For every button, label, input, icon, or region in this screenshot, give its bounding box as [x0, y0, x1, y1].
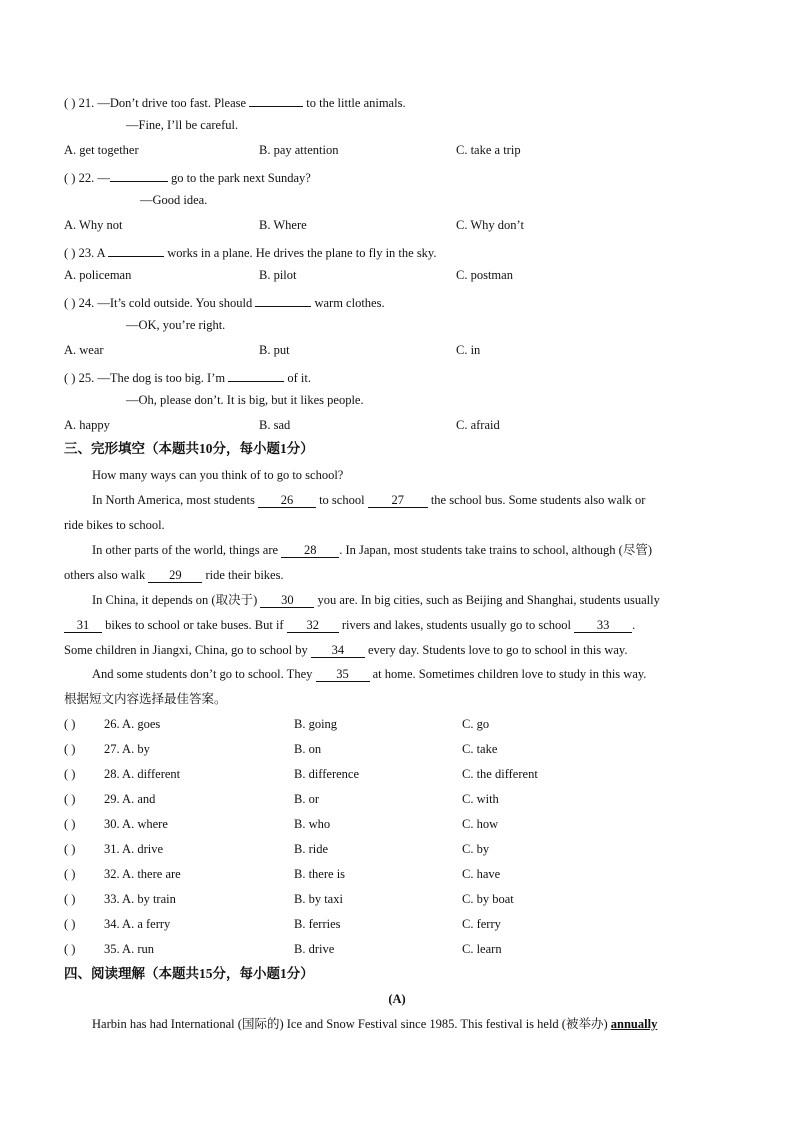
question-stem-end: to the little animals. [306, 96, 406, 110]
option-c: C. the different [462, 767, 538, 781]
answer-paren[interactable]: ( ) [64, 96, 76, 110]
option-b: B. pilot [259, 268, 297, 282]
question-number: 24. [78, 296, 95, 310]
cloze-blank[interactable]: 32 [287, 618, 339, 633]
cloze-blank[interactable]: 28 [281, 543, 339, 558]
passage-text: And some students don’t go to school. They [92, 667, 313, 681]
passage-text: Some children in Jiangxi, China, go to school by [64, 643, 308, 657]
question-stem-end: of it. [287, 371, 311, 385]
instruction: 根据短文内容选择最佳答案。 [64, 692, 227, 706]
answer-paren[interactable]: ( ) [64, 792, 76, 806]
option-b: B. ride [294, 842, 329, 856]
passage-label: (A) [388, 992, 406, 1006]
option-c: C. take [462, 742, 498, 756]
passage-text: In other parts of the world, things are [92, 543, 279, 557]
option-c: C. in [456, 343, 481, 357]
option-b: B. difference [294, 767, 360, 781]
option-a: 31. A. drive [104, 842, 164, 856]
passage-text: . In Japan, most students take trains to school, although (尽管) [339, 543, 652, 557]
option-c: C. by boat [462, 892, 514, 906]
question-24 [64, 292, 385, 311]
option-c: C. take a trip [456, 143, 521, 157]
passage-text: bikes to school or take buses. But if [105, 618, 284, 632]
option-a: A. get together [64, 143, 139, 157]
cloze-blank[interactable]: 31 [64, 618, 102, 633]
option-b: B. by taxi [294, 892, 343, 906]
answer-blank[interactable] [228, 367, 284, 382]
answer-paren[interactable]: ( ) [64, 767, 76, 781]
answer-paren[interactable]: ( ) [64, 842, 76, 856]
cloze-blank[interactable]: 33 [574, 618, 632, 633]
answer-blank[interactable] [110, 167, 168, 182]
passage-text: Harbin has had International (国际的) Ice and Snow Festival since 1985. This festival is held (被举办) [92, 1017, 608, 1031]
answer-paren[interactable]: ( ) [64, 892, 76, 906]
passage-text: you are. In big cities, such as Beijing and Shanghai, students usually [317, 593, 660, 607]
option-c: C. learn [462, 942, 502, 956]
option-a: 29. A. and [104, 792, 156, 806]
cloze-blank[interactable]: 35 [316, 667, 370, 682]
answer-paren[interactable]: ( ) [64, 246, 76, 260]
answer-paren[interactable]: ( ) [64, 371, 76, 385]
question-22 [64, 167, 311, 186]
option-a: A. wear [64, 343, 104, 357]
question-stem-end: go to the park next Sunday? [170, 171, 311, 185]
answer-paren[interactable]: ( ) [64, 942, 76, 956]
answer-blank[interactable] [249, 92, 303, 107]
passage-paragraph [64, 567, 284, 583]
question-stem: — [97, 171, 110, 185]
option-a: 34. A. a ferry [104, 917, 171, 931]
question-25 [64, 367, 311, 386]
passage-text: to school [319, 493, 365, 507]
answer-blank[interactable] [255, 292, 311, 307]
option-c: C. afraid [456, 418, 500, 432]
option-b: B. on [294, 742, 322, 756]
question-stem: —It’s cold outside. You should [97, 296, 253, 310]
option-a: 26. A. goes [104, 717, 161, 731]
question-reply: —Oh, please don’t. It is big, but it likes people. [126, 393, 364, 407]
question-stem: —The dog is too big. I’m [97, 371, 226, 385]
passage-text: at home. Sometimes children love to study in this way. [372, 667, 647, 681]
question-stem: A [96, 246, 105, 260]
passage-text: the school bus. Some students also walk or [430, 493, 646, 507]
answer-paren[interactable]: ( ) [64, 296, 76, 310]
passage-paragraph [92, 1016, 657, 1032]
passage-text: ride bikes to school. [64, 518, 165, 532]
passage-paragraph [92, 592, 660, 608]
passage-paragraph: How many ways can you think of to go to school? [92, 468, 344, 482]
option-a: A. happy [64, 418, 110, 432]
answer-paren[interactable]: ( ) [64, 171, 76, 185]
passage-text: ride their bikes. [205, 568, 284, 582]
passage-paragraph [92, 542, 652, 558]
option-b: B. ferries [294, 917, 341, 931]
option-b: B. who [294, 817, 331, 831]
option-c: C. postman [456, 268, 513, 282]
answer-paren[interactable]: ( ) [64, 867, 76, 881]
option-a: 32. A. there are [104, 867, 181, 881]
passage-text: In China, it depends on (取决于) [92, 593, 258, 607]
option-b: B. Where [259, 218, 307, 232]
question-stem-end: warm clothes. [314, 296, 385, 310]
option-c: C. with [462, 792, 499, 806]
question-reply: —Fine, I’ll be careful. [126, 118, 239, 132]
passage-text: In North America, most students [92, 493, 255, 507]
question-reply: —Good idea. [140, 193, 208, 207]
option-a: 35. A. run [104, 942, 154, 956]
answer-paren[interactable]: ( ) [64, 717, 76, 731]
option-a: 28. A. different [104, 767, 181, 781]
passage-paragraph [64, 642, 627, 658]
passage-text: others also walk [64, 568, 146, 582]
option-a: 30. A. where [104, 817, 168, 831]
question-stem-end: works in a plane. He drives the plane to fly in the sky. [167, 246, 437, 260]
question-number: 22. [78, 171, 95, 185]
option-a: A. policeman [64, 268, 132, 282]
question-number: 21. [78, 96, 95, 110]
answer-blank[interactable] [108, 242, 164, 257]
option-b: B. sad [259, 418, 291, 432]
cloze-blank[interactable]: 27 [368, 493, 428, 508]
option-b: B. drive [294, 942, 335, 956]
question-number: 25. [78, 371, 95, 385]
option-a: 27. A. by [104, 742, 150, 756]
passage-paragraph [92, 492, 645, 508]
option-c: C. Why don’t [456, 218, 524, 232]
option-c: C. go [462, 717, 490, 731]
option-b: B. put [259, 343, 290, 357]
passage-text: every day. Students love to go to school in this way. [367, 643, 628, 657]
cloze-blank[interactable]: 29 [148, 568, 202, 583]
option-a: A. Why not [64, 218, 123, 232]
cloze-blank[interactable]: 26 [258, 493, 316, 508]
answer-paren[interactable]: ( ) [64, 742, 76, 756]
question-reply: —OK, you’re right. [126, 318, 226, 332]
option-b: B. pay attention [259, 143, 339, 157]
answer-paren[interactable]: ( ) [64, 917, 76, 931]
passage-paragraph [92, 666, 646, 682]
option-c: C. ferry [462, 917, 501, 931]
answer-paren[interactable]: ( ) [64, 817, 76, 831]
option-c: C. how [462, 817, 499, 831]
question-number: 23. [78, 246, 95, 260]
question-stem: —Don’t drive too fast. Please [97, 96, 247, 110]
highlighted-word: annually [610, 1017, 658, 1031]
option-b: B. there is [294, 867, 346, 881]
option-c: C. by [462, 842, 490, 856]
passage-text: . [632, 618, 636, 632]
option-a: 33. A. by train [104, 892, 176, 906]
option-b: B. going [294, 717, 338, 731]
passage-text: rivers and lakes, students usually go to school [341, 618, 571, 632]
section-title: 四、阅读理解（本题共15分，每小题1分） [64, 966, 314, 981]
section-title: 三、完形填空（本题共10分，每小题1分） [64, 441, 314, 456]
cloze-blank[interactable]: 34 [311, 643, 365, 658]
question-23 [64, 242, 437, 261]
passage-paragraph [64, 617, 635, 633]
question-21 [64, 92, 406, 111]
option-c: C. have [462, 867, 501, 881]
option-b: B. or [294, 792, 319, 806]
cloze-blank[interactable]: 30 [260, 593, 314, 608]
